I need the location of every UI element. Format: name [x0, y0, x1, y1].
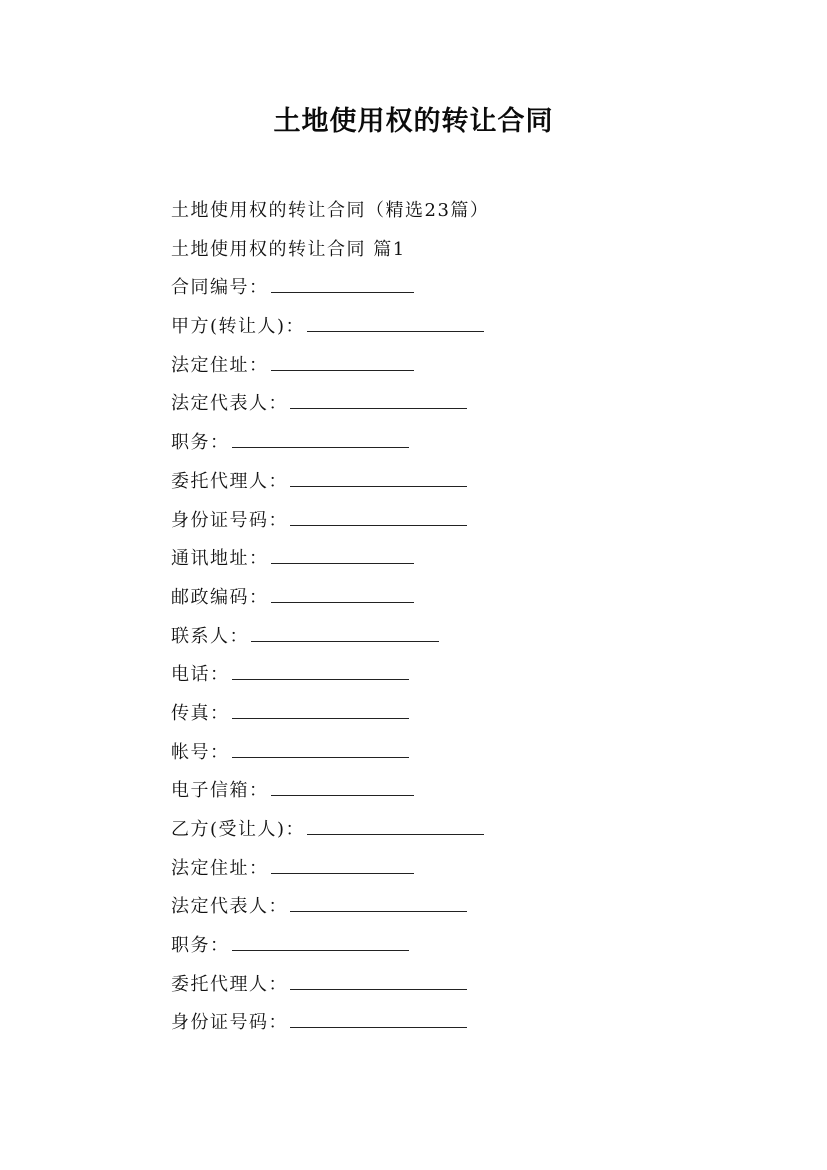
field-label: 法定代表人：: [171, 393, 288, 415]
form-field-line: [171, 927, 771, 966]
fill-in-blank[interactable]: [271, 546, 414, 564]
fill-in-blank[interactable]: [290, 508, 467, 526]
fill-in-blank[interactable]: [290, 972, 467, 990]
form-field-line: [171, 269, 771, 308]
heading-text: 土地使用权的转让合同（精选23篇）: [171, 200, 490, 221]
fill-in-blank[interactable]: [271, 585, 414, 603]
form-field-line: [171, 424, 771, 463]
form-field-line: [171, 695, 771, 734]
fill-in-blank[interactable]: [307, 817, 484, 835]
heading-text: 土地使用权的转让合同 篇1: [171, 238, 406, 260]
document-body: [171, 192, 771, 1043]
field-label: 甲方(转让人)：: [171, 316, 306, 338]
form-field-line: [171, 618, 771, 657]
form-field-line: [171, 811, 771, 850]
field-label: 职务：: [171, 432, 230, 454]
field-label: 法定代表人：: [171, 896, 288, 918]
form-field-line: [171, 734, 771, 773]
field-label: 委托代理人：: [171, 973, 288, 995]
fill-in-blank[interactable]: [232, 662, 409, 680]
fill-in-blank[interactable]: [232, 740, 409, 758]
form-field-line: [171, 1004, 771, 1043]
form-field-line: [171, 888, 771, 927]
form-field-line: [171, 850, 771, 889]
form-field-line: [171, 385, 771, 424]
form-field-line: [171, 966, 771, 1005]
form-field-line: [171, 463, 771, 502]
fill-in-blank[interactable]: [232, 430, 409, 448]
form-field-line: [171, 772, 771, 811]
field-label: 乙方(受让人)：: [171, 819, 306, 840]
field-label: 电子信箱：: [171, 780, 269, 802]
field-label: 联系人：: [171, 625, 249, 647]
form-field-line: [171, 347, 771, 386]
fill-in-blank[interactable]: [271, 275, 414, 293]
fill-in-blank[interactable]: [290, 391, 467, 409]
fill-in-blank[interactable]: [307, 314, 484, 332]
field-label: 委托代理人：: [171, 470, 288, 492]
form-field-line: [171, 579, 771, 618]
document-heading-line: [171, 231, 771, 270]
fill-in-blank[interactable]: [290, 469, 467, 487]
fill-in-blank[interactable]: [271, 778, 414, 796]
field-label: 电话：: [171, 664, 230, 686]
document-heading-line: [171, 192, 771, 231]
form-field-line: [171, 502, 771, 541]
field-label: 邮政编码：: [171, 586, 269, 608]
form-field-line: [171, 308, 771, 347]
fill-in-blank[interactable]: [232, 701, 409, 719]
fill-in-blank[interactable]: [251, 624, 439, 642]
field-label: 帐号：: [171, 741, 230, 763]
field-label: 通讯地址：: [171, 548, 269, 570]
form-field-line: [171, 540, 771, 579]
form-field-line: [171, 656, 771, 695]
field-label: 传真：: [171, 702, 230, 724]
field-label: 身份证号码：: [171, 1012, 288, 1034]
field-label: 身份证号码：: [171, 509, 288, 531]
field-label: 法定住址：: [171, 857, 269, 879]
field-label: 法定住址：: [171, 354, 269, 376]
fill-in-blank[interactable]: [290, 894, 467, 912]
fill-in-blank[interactable]: [271, 353, 414, 371]
field-label: 职务：: [171, 935, 230, 957]
fill-in-blank[interactable]: [232, 933, 409, 951]
fill-in-blank[interactable]: [290, 1010, 467, 1028]
field-label: 合同编号：: [171, 277, 269, 299]
fill-in-blank[interactable]: [271, 856, 414, 874]
document-title: 土地使用权的转让合同: [273, 106, 554, 137]
